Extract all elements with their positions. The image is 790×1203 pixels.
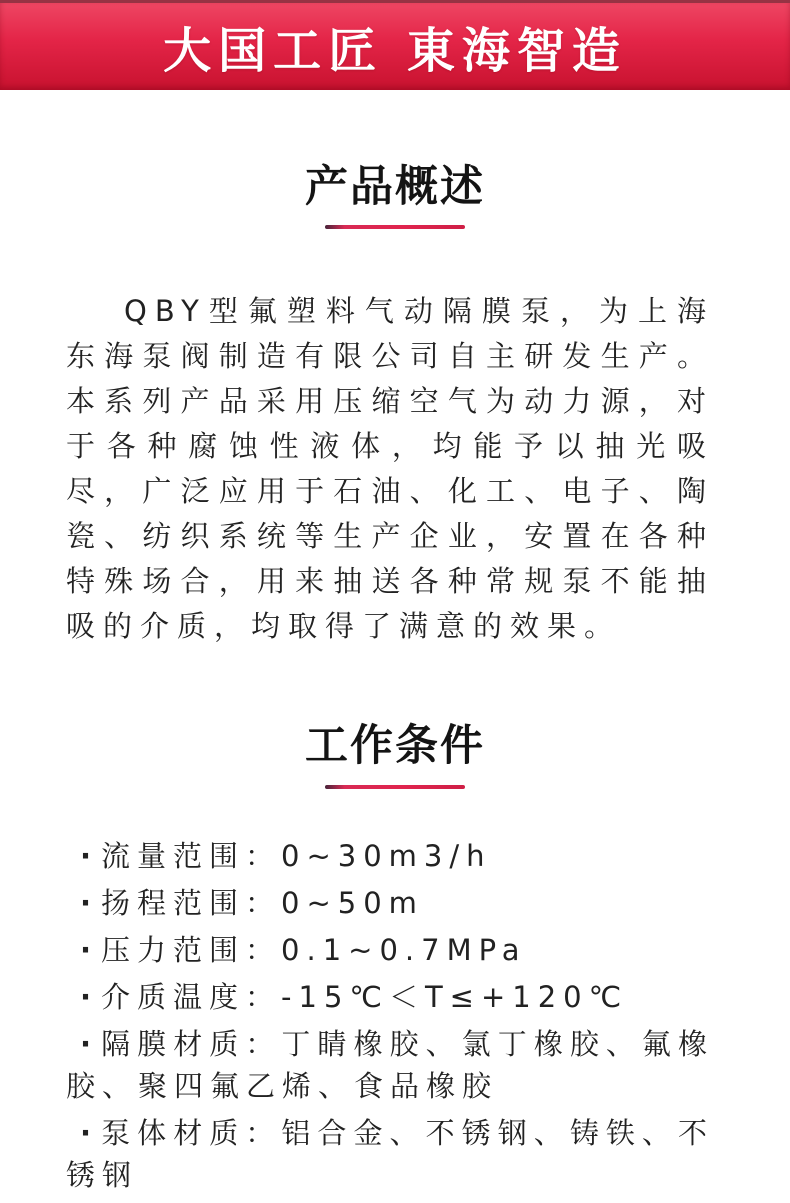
condition-text: 压力范围：0.1~0.7MPa — [101, 932, 527, 967]
condition-text: 扬程范围：0~50m — [101, 885, 424, 920]
conditions-title: 工作条件 — [305, 721, 485, 772]
conditions-title-underline — [325, 785, 465, 789]
bullet-dot-icon: · — [80, 1115, 92, 1150]
brand-banner — [0, 0, 790, 90]
condition-item-temperature — [66, 976, 714, 1018]
overview-title-underline — [325, 225, 465, 229]
condition-item-head — [66, 882, 714, 924]
overview-heading — [0, 164, 790, 229]
overview-paragraph: QBY型氟塑料气动隔膜泵，为上海东海泵阀制造有限公司自主研发生产。本系列产品采用压缩空气为动力源，对于各种腐蚀性液体，均能予以抽光吸尽，广泛应用于石油、化工、电子、陶瓷、纺织系统等生产企业，安置在各种特殊场合，用来抽送各种常规泵不能抽吸的介质，均取得了满意的效果。 — [66, 294, 714, 644]
bullet-dot-icon: · — [80, 979, 92, 1014]
condition-text: 泵体材质：铝合金、不锈钢、铸铁、不锈钢 — [66, 1115, 714, 1192]
bullet-dot-icon: · — [80, 885, 92, 920]
overview-title: 产品概述 — [305, 162, 485, 212]
condition-text: 介质温度：-15℃＜T≤+120℃ — [101, 979, 629, 1014]
condition-item-pressure — [66, 929, 714, 971]
bullet-dot-icon: · — [80, 838, 92, 873]
section-overview — [0, 164, 790, 649]
conditions-heading — [0, 723, 790, 788]
section-conditions — [0, 723, 790, 1195]
condition-item-flow — [66, 835, 714, 877]
condition-item-pump-body-material — [66, 1112, 714, 1196]
bullet-dot-icon: · — [80, 932, 92, 967]
condition-text: 隔膜材质：丁睛橡胶、氯丁橡胶、氟橡胶、聚四氟乙烯、食品橡胶 — [66, 1026, 714, 1103]
condition-text: 流量范围：0~30m3/h — [101, 838, 492, 873]
brand-banner-title: 大国工匠 東海智造 — [163, 23, 627, 79]
bullet-dot-icon: · — [80, 1026, 92, 1061]
condition-item-diaphragm-material — [66, 1023, 714, 1107]
conditions-list — [66, 835, 714, 1196]
